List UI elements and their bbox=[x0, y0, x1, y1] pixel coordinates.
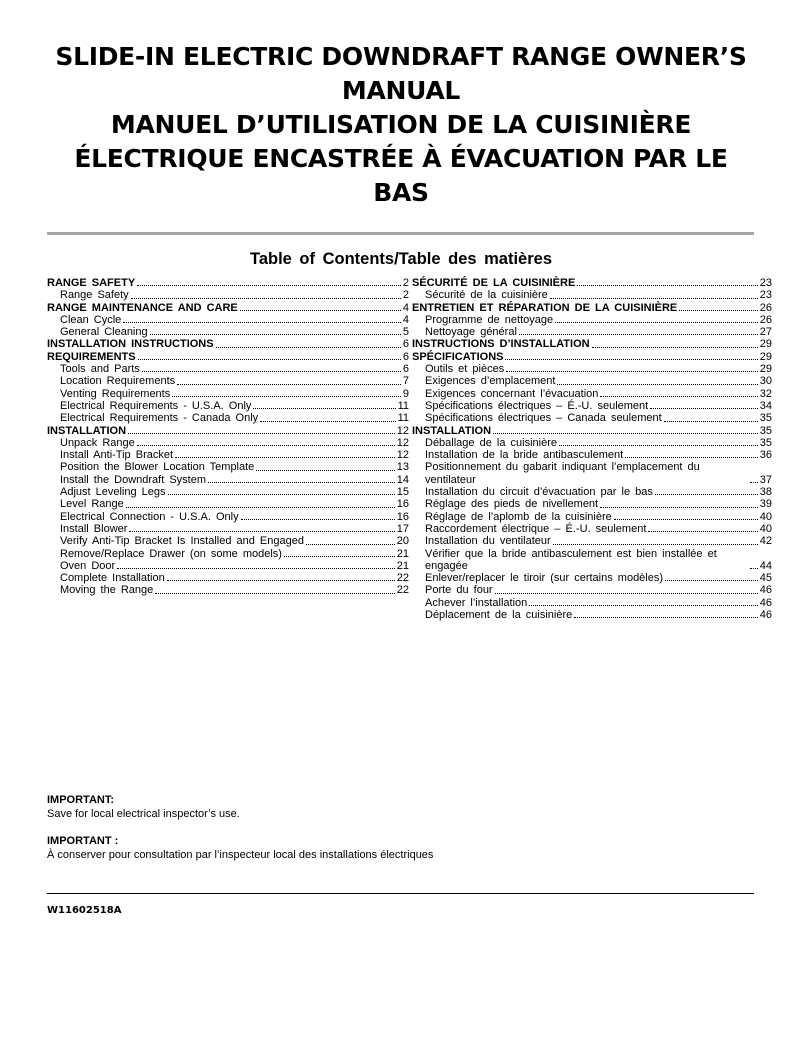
title-divider bbox=[47, 232, 754, 235]
dot-leader bbox=[256, 470, 394, 471]
toc-subsection-link[interactable] bbox=[412, 289, 772, 301]
dot-leader bbox=[240, 310, 401, 311]
toc-entry-page: 12 bbox=[396, 436, 409, 449]
dot-leader bbox=[306, 544, 395, 545]
toc-heading: Table of Contents/Table des matières bbox=[249, 250, 553, 268]
toc-subsection-link[interactable] bbox=[412, 400, 772, 412]
toc-entry-label: INSTRUCTIONS D’INSTALLATION bbox=[412, 338, 590, 351]
toc-subsection-link[interactable] bbox=[412, 511, 772, 523]
important-text: Save for local electrical inspector’s use. bbox=[47, 808, 240, 820]
toc-entry-page: 29 bbox=[759, 338, 772, 351]
dot-leader bbox=[284, 556, 395, 557]
toc-section-link[interactable] bbox=[412, 425, 772, 437]
toc-entry-label: Réglage des pieds de nivellement bbox=[425, 498, 599, 511]
toc-entry-page: 29 bbox=[759, 363, 772, 376]
dot-leader bbox=[574, 617, 758, 618]
toc-entry-label: Nettoyage général bbox=[425, 326, 517, 339]
toc-entry-page: 15 bbox=[396, 486, 409, 499]
toc-entry-page: 21 bbox=[396, 547, 409, 560]
toc-subsection-link[interactable] bbox=[47, 572, 409, 584]
toc-entry-label: Unpack Range bbox=[60, 436, 135, 449]
toc-entry-page: 5 bbox=[402, 326, 409, 339]
toc-section-link[interactable] bbox=[47, 277, 409, 289]
toc-entry-page: 7 bbox=[402, 375, 409, 388]
toc-subsection-link[interactable] bbox=[47, 400, 409, 412]
toc-subsection-link[interactable] bbox=[412, 572, 772, 584]
toc-subsection-link[interactable] bbox=[47, 461, 409, 473]
toc-section-link[interactable] bbox=[47, 351, 409, 363]
dot-leader bbox=[129, 531, 394, 532]
dot-leader bbox=[519, 334, 758, 335]
toc-subsection-link[interactable] bbox=[412, 498, 772, 510]
title-line: SLIDE-IN ELECTRIC DOWNDRAFT RANGE OWNER’S bbox=[55, 42, 747, 71]
toc-subsection-link[interactable] bbox=[412, 597, 772, 609]
toc-subsection-link[interactable] bbox=[47, 449, 409, 461]
toc-section-link[interactable] bbox=[412, 302, 772, 314]
toc-french-column bbox=[412, 277, 772, 621]
toc-subsection-link[interactable] bbox=[412, 461, 772, 486]
toc-entry-label: Achever l’installation bbox=[425, 596, 528, 609]
toc-entry-page: 11 bbox=[397, 412, 409, 425]
toc-subsection-link[interactable] bbox=[47, 314, 409, 326]
toc-entry-label: SPÉCIFICATIONS bbox=[412, 350, 504, 363]
toc-entry-label: Oven Door bbox=[60, 559, 116, 572]
dot-leader bbox=[123, 322, 401, 323]
toc-subsection-link[interactable] bbox=[47, 535, 409, 547]
title-line: MANUEL D’UTILISATION DE LA CUISINIÈRE bbox=[110, 110, 692, 139]
toc-entry-page: 4 bbox=[402, 313, 409, 326]
toc-entry-label: Enlever/replacer le tiroir (sur certains modèles) bbox=[425, 572, 664, 585]
toc-entry-page: 23 bbox=[759, 277, 772, 289]
toc-entry-page: 46 bbox=[759, 584, 772, 597]
toc-subsection-link[interactable] bbox=[412, 375, 772, 387]
toc-subsection-link[interactable] bbox=[412, 326, 772, 338]
dot-leader bbox=[168, 494, 395, 495]
toc-entry-page: 40 bbox=[759, 510, 772, 523]
toc-entry-label: Install the Downdraft System bbox=[60, 473, 207, 486]
dot-leader bbox=[577, 285, 757, 286]
dot-leader bbox=[559, 445, 758, 446]
dot-leader bbox=[550, 298, 758, 299]
toc-entry-label: REQUIREMENTS bbox=[47, 350, 136, 363]
toc-entry-label: Venting Requirements bbox=[60, 387, 171, 400]
toc-entry-label: Exigences concernant l’évacuation bbox=[425, 387, 599, 400]
toc-subsection-link[interactable] bbox=[47, 486, 409, 498]
toc-entry-page: 36 bbox=[759, 449, 772, 462]
toc-entry-page: 30 bbox=[759, 375, 772, 388]
toc-entry-label: Electrical Connection - U.S.A. Only bbox=[60, 510, 239, 523]
toc-subsection-link[interactable] bbox=[47, 388, 409, 400]
dot-leader bbox=[155, 593, 394, 594]
dot-leader bbox=[241, 519, 395, 520]
toc-entry-label: Installation du circuit d’évacuation par le bas bbox=[425, 486, 653, 499]
toc-entry-page: 46 bbox=[759, 609, 772, 622]
important-heading: IMPORTANT: bbox=[47, 794, 115, 806]
toc-subsection-link[interactable] bbox=[412, 486, 772, 498]
toc-entry-page: 6 bbox=[402, 363, 409, 376]
toc-entry-page: 38 bbox=[759, 486, 772, 499]
toc-entry-label: General Cleaning bbox=[60, 326, 148, 339]
toc-entry-page: 12 bbox=[396, 449, 409, 462]
dot-leader bbox=[172, 396, 401, 397]
important-note-english bbox=[47, 793, 240, 821]
toc-entry-label: Clean Cycle bbox=[60, 313, 122, 326]
toc-entry-page: 21 bbox=[396, 559, 409, 572]
dot-leader bbox=[600, 507, 758, 508]
toc-entry-label: Electrical Requirements - Canada Only bbox=[60, 412, 259, 425]
dot-leader bbox=[614, 519, 758, 520]
toc-subsection-link[interactable] bbox=[47, 523, 409, 535]
toc-section-link[interactable] bbox=[47, 338, 409, 350]
toc-entry-label: Réglage de l’aplomb de la cuisinière bbox=[425, 510, 612, 523]
toc-entry-page: 27 bbox=[759, 326, 772, 339]
toc-subsection-link[interactable] bbox=[412, 584, 772, 596]
dot-leader bbox=[650, 408, 758, 409]
toc-entry-label: SÉCURITÉ DE LA CUISINIÈRE bbox=[412, 277, 576, 289]
dot-leader bbox=[253, 408, 395, 409]
dot-leader bbox=[208, 482, 395, 483]
toc-entry-label: INSTALLATION bbox=[412, 424, 492, 437]
toc-entry-label: Moving the Range bbox=[60, 584, 154, 597]
title-line: ÉLECTRIQUE ENCASTRÉE À ÉVACUATION PAR LE bbox=[74, 144, 728, 173]
toc-entry-label: Remove/Replace Drawer (on some models) bbox=[60, 547, 282, 560]
dot-leader bbox=[137, 285, 401, 286]
toc-entry-page: 20 bbox=[396, 535, 409, 548]
toc-entry-page: 6 bbox=[402, 338, 409, 351]
toc-entry-page: 17 bbox=[396, 522, 409, 535]
toc-entry-label: RANGE MAINTENANCE AND CARE bbox=[47, 301, 238, 314]
dot-leader bbox=[555, 322, 758, 323]
toc-entry-label: Verify Anti-Tip Bracket Is Installed and Engaged bbox=[60, 535, 304, 548]
dot-leader bbox=[495, 593, 758, 594]
toc-entry-label: Spécifications électriques – É.-U. seulement bbox=[425, 399, 649, 412]
toc-subsection-link[interactable] bbox=[47, 511, 409, 523]
important-note-french bbox=[47, 834, 433, 862]
important-heading: IMPORTANT : bbox=[47, 835, 119, 847]
toc-entry-label: Location Requirements bbox=[60, 375, 176, 388]
toc-entry-page: 4 bbox=[402, 301, 409, 314]
dot-leader bbox=[260, 421, 395, 422]
toc-entry-label: RANGE SAFETY bbox=[47, 277, 136, 289]
toc-entry-label: ENTRETIEN ET RÉPARATION DE LA CUISINIÈRE bbox=[412, 301, 678, 314]
toc-entry-label: INSTALLATION bbox=[47, 424, 127, 437]
dot-leader bbox=[137, 445, 395, 446]
dot-leader bbox=[216, 347, 401, 348]
toc-entry-label: Adjust Leveling Legs bbox=[60, 486, 166, 499]
toc-entry-label: Complete Installation bbox=[60, 572, 165, 585]
document-code: W11602518A bbox=[47, 905, 122, 916]
toc-subsection-link[interactable] bbox=[412, 363, 772, 375]
toc-entry-page: 35 bbox=[759, 436, 772, 449]
toc-subsection-link[interactable] bbox=[47, 326, 409, 338]
toc-entry-label: Raccordement électrique – É.-U. seulement bbox=[425, 522, 647, 535]
toc-subsection-link[interactable] bbox=[47, 363, 409, 375]
dot-leader bbox=[625, 457, 758, 458]
toc-entry-page: 16 bbox=[396, 498, 409, 511]
toc-subsection-link[interactable] bbox=[47, 474, 409, 486]
toc-section-link[interactable] bbox=[412, 351, 772, 363]
toc-entry-page: 2 bbox=[402, 277, 409, 289]
toc-entry-label: Installation du ventilateur bbox=[425, 535, 551, 548]
dot-leader bbox=[529, 605, 757, 606]
dot-leader bbox=[128, 433, 395, 434]
document-title bbox=[40, 40, 762, 210]
toc-entry-label: Tools and Parts bbox=[60, 363, 140, 376]
toc-entry-page: 34 bbox=[759, 399, 772, 412]
title-line: BAS bbox=[373, 178, 429, 207]
dot-leader bbox=[117, 568, 395, 569]
toc-section-link[interactable] bbox=[47, 425, 409, 437]
dot-leader bbox=[592, 347, 758, 348]
toc-entry-page: 35 bbox=[759, 412, 772, 425]
dot-leader bbox=[131, 298, 401, 299]
dot-leader bbox=[664, 421, 758, 422]
toc-entry-label: Porte du four bbox=[425, 584, 493, 597]
toc-section-link[interactable] bbox=[47, 302, 409, 314]
toc-subsection-link[interactable] bbox=[412, 412, 772, 424]
dot-leader bbox=[648, 531, 757, 532]
toc-subsection-link[interactable] bbox=[47, 560, 409, 572]
dot-leader bbox=[557, 384, 757, 385]
toc-entry-page: 42 bbox=[759, 535, 772, 548]
toc-entry-page: 26 bbox=[759, 301, 772, 314]
toc-entry-label: Positionnement du gabarit indiquant l’emplacement du ventilateur bbox=[425, 461, 700, 486]
toc-entry-page: 45 bbox=[759, 572, 772, 585]
toc-subsection-link[interactable] bbox=[412, 609, 772, 621]
toc-entry-page: 13 bbox=[396, 461, 409, 474]
dot-leader bbox=[177, 384, 401, 385]
toc-entry-label: Sécurité de la cuisinière bbox=[425, 289, 548, 302]
dot-leader bbox=[600, 396, 757, 397]
toc-entry-label: Electrical Requirements - U.S.A. Only bbox=[60, 399, 252, 412]
toc-entry-page: 37 bbox=[759, 473, 772, 486]
toc-subsection-link[interactable] bbox=[47, 584, 409, 596]
toc-entry-label: Outils et pièces bbox=[425, 363, 505, 376]
dot-leader bbox=[167, 580, 395, 581]
dot-leader bbox=[750, 568, 758, 569]
dot-leader bbox=[126, 507, 395, 508]
dot-leader bbox=[138, 359, 401, 360]
toc-subsection-link[interactable] bbox=[412, 314, 772, 326]
toc-entry-label: Range Safety bbox=[60, 289, 129, 302]
title-line: MANUAL bbox=[341, 76, 461, 105]
toc-subsection-link[interactable] bbox=[412, 535, 772, 547]
toc-entry-page: 40 bbox=[759, 522, 772, 535]
toc-entry-label: INSTALLATION INSTRUCTIONS bbox=[47, 338, 214, 351]
toc-entry-page: 9 bbox=[402, 387, 409, 400]
toc-subsection-link[interactable] bbox=[47, 375, 409, 387]
toc-entry-page: 44 bbox=[759, 559, 772, 572]
toc-subsection-link[interactable] bbox=[47, 437, 409, 449]
important-text: À conserver pour consultation par l’inspecteur local des installations électriques bbox=[47, 849, 434, 861]
toc-entry-label: Programme de nettoyage bbox=[425, 313, 554, 326]
dot-leader bbox=[493, 433, 758, 434]
dot-leader bbox=[175, 457, 395, 458]
toc-subsection-link[interactable] bbox=[412, 437, 772, 449]
toc-entry-label: Déballage de la cuisinière bbox=[425, 436, 557, 449]
toc-entry-page: 2 bbox=[402, 289, 409, 302]
toc-entry-label: Install Anti-Tip Bracket bbox=[60, 449, 174, 462]
toc-entry-label: Install Blower bbox=[60, 522, 128, 535]
toc-entry-page: 14 bbox=[396, 473, 409, 486]
toc-entry-page: 22 bbox=[396, 584, 409, 597]
toc-entry-page: 12 bbox=[396, 424, 409, 437]
toc-entry-page: 39 bbox=[759, 498, 772, 511]
toc-subsection-link[interactable] bbox=[412, 523, 772, 535]
toc-subsection-link[interactable] bbox=[412, 388, 772, 400]
footer-divider bbox=[47, 893, 754, 894]
toc-subsection-link[interactable] bbox=[47, 289, 409, 301]
toc-english-column bbox=[47, 277, 409, 597]
toc-entry-label: Position the Blower Location Template bbox=[60, 461, 255, 474]
toc-subsection-link[interactable] bbox=[47, 548, 409, 560]
toc-entry-page: 46 bbox=[759, 596, 772, 609]
dot-leader bbox=[142, 371, 401, 372]
toc-subsection-link[interactable] bbox=[47, 498, 409, 510]
toc-entry-label: Vérifier que la bride antibasculement est bien installée et engagée bbox=[425, 547, 717, 572]
toc-subsection-link[interactable] bbox=[412, 449, 772, 461]
toc-entry-page: 29 bbox=[759, 350, 772, 363]
dot-leader bbox=[655, 494, 758, 495]
dot-leader bbox=[665, 580, 758, 581]
dot-leader bbox=[553, 544, 758, 545]
dot-leader bbox=[505, 359, 757, 360]
toc-entry-label: Spécifications électriques – Canada seulement bbox=[425, 412, 662, 425]
toc-entry-page: 6 bbox=[402, 350, 409, 363]
toc-section-link[interactable] bbox=[412, 338, 772, 350]
toc-entry-page: 22 bbox=[396, 572, 409, 585]
toc-subsection-link[interactable] bbox=[412, 548, 772, 573]
toc-entry-label: Installation de la bride antibasculement bbox=[425, 449, 624, 462]
toc-subsection-link[interactable] bbox=[47, 412, 409, 424]
dot-leader bbox=[750, 482, 758, 483]
dot-leader bbox=[150, 334, 401, 335]
toc-entry-page: 26 bbox=[759, 313, 772, 326]
toc-entry-label: Exigences d’emplacement bbox=[425, 375, 556, 388]
toc-entry-label: Déplacement de la cuisinière bbox=[425, 609, 573, 622]
toc-entry-page: 11 bbox=[397, 399, 409, 412]
dot-leader bbox=[679, 310, 757, 311]
toc-entry-page: 35 bbox=[759, 424, 772, 437]
toc-entry-page: 16 bbox=[396, 510, 409, 523]
dot-leader bbox=[506, 371, 758, 372]
toc-entry-page: 32 bbox=[759, 387, 772, 400]
toc-entry-label: Level Range bbox=[60, 498, 124, 511]
toc-section-link[interactable] bbox=[412, 277, 772, 289]
toc-entry-page: 23 bbox=[759, 289, 772, 302]
